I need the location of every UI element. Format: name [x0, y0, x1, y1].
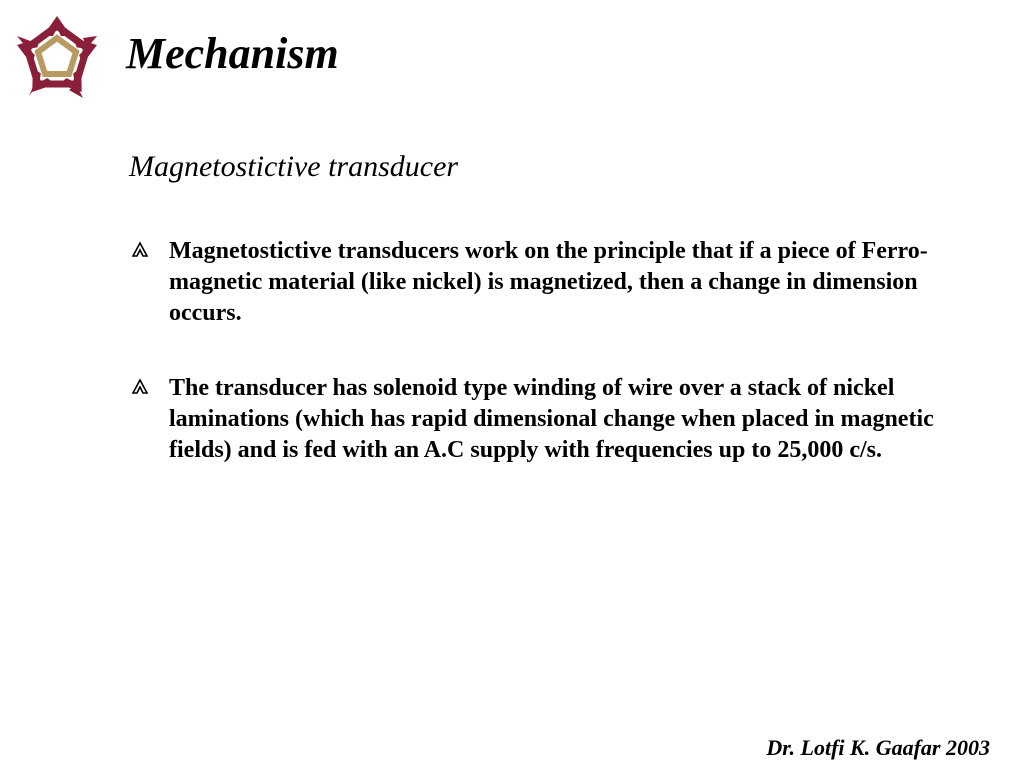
bullet-item	[131, 236, 991, 329]
bullet-list	[131, 236, 991, 510]
logo-icon	[10, 14, 104, 102]
bullet-text: The transducer has solenoid type winding of wire over a stack of nickel laminations (which has rapid dimensional change when placed in magnetic fields) and is fed with an A.C supply with frequencies up to 25,000 c/s.	[169, 375, 934, 463]
chevron-up-outline-icon	[131, 378, 149, 396]
footer-credit: Dr. Lotfi K. Gaafar 2003	[766, 735, 990, 760]
slide-subtitle: Magnetostictive transducer	[129, 150, 459, 183]
slide-title: Mechanism	[126, 29, 339, 78]
chevron-up-outline-icon	[131, 241, 149, 259]
bullet-item	[131, 373, 991, 466]
bullet-text: Magnetostictive transducers work on the principle that if a piece of Ferro-magnetic material (like nickel) is magnetized, then a change in dimension occurs.	[169, 238, 928, 326]
